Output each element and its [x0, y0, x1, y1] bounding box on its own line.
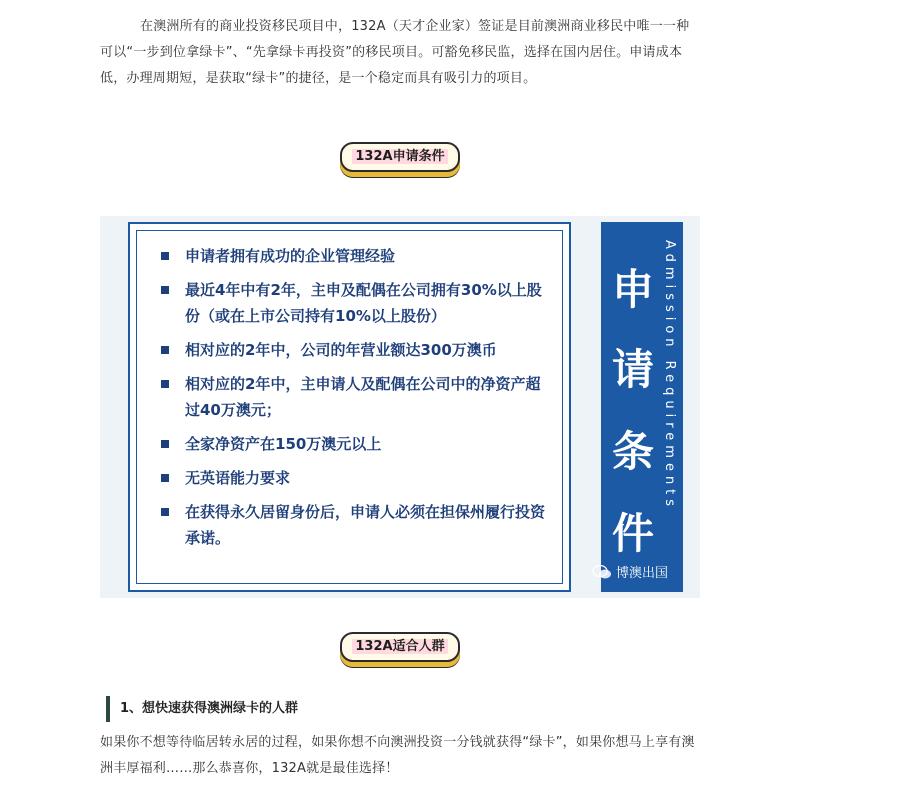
square-bullet-icon	[161, 252, 169, 260]
requirement-item	[147, 431, 547, 457]
requirements-frame	[128, 222, 571, 592]
square-bullet-icon	[161, 474, 169, 482]
requirement-text: 相对应的2年中，主申请人及配偶在公司中的净资产超过40万澳元；	[185, 375, 541, 419]
square-bullet-icon	[161, 380, 169, 388]
body-paragraph: 如果你不想等待临居转永居的过程，如果你想不向澳洲投资一分钱就获得“绿卡”，如果你想马上享有澳洲丰厚福利……那么恭喜你，132A就是最佳选择！	[100, 735, 695, 776]
requirement-item	[147, 277, 547, 329]
section-label-text: 132A申请条件	[352, 149, 447, 164]
section-label-requirements	[340, 142, 460, 172]
side-title-char: 申	[611, 265, 654, 314]
side-english-title: Admission Requirements	[662, 240, 677, 512]
requirements-card	[100, 216, 700, 598]
watermark	[592, 562, 668, 581]
section-label-text: 132A适合人群	[352, 639, 447, 654]
requirement-item	[147, 465, 547, 491]
watermark-text: 博澳出国	[616, 566, 669, 581]
square-bullet-icon	[161, 346, 169, 354]
requirements-inner-frame	[136, 230, 563, 584]
requirement-text: 相对应的2年中，公司的年营业额达300万澳币	[185, 341, 497, 359]
requirement-item	[147, 371, 547, 423]
requirement-text: 在获得永久居留身份后，申请人必须在担保州履行投资承诺。	[185, 503, 546, 547]
square-bullet-icon	[161, 508, 169, 516]
side-title-char: 条	[611, 427, 654, 476]
side-title-bar	[601, 222, 683, 592]
requirement-item	[147, 243, 547, 269]
requirement-text: 申请者拥有成功的企业管理经验	[185, 247, 396, 265]
requirement-text: 无英语能力要求	[185, 469, 291, 487]
requirement-item	[147, 337, 547, 363]
wechat-icon	[592, 565, 612, 579]
requirement-text: 全家净资产在150万澳元以上	[185, 435, 382, 453]
requirement-item	[147, 499, 547, 551]
requirement-text: 最近4年中有2年，主申及配偶在公司拥有30%以上股份（或在上市公司持有10%以上股份）	[185, 281, 542, 325]
requirements-list	[147, 243, 547, 559]
section-label-audience	[340, 632, 460, 662]
intro-paragraph: 在澳洲所有的商业投资移民项目中，132A（天才企业家）签证是目前澳洲商业移民中唯一一种可以“一步到位拿绿卡”、“先拿绿卡再投资”的移民项目。可豁免移民监，选择在国内居住。申请成本低，办理周期短，是获取“绿卡”的捷径，是一个稳定而具有吸引力的项目。	[100, 19, 690, 86]
side-title-char: 件	[611, 509, 654, 558]
square-bullet-icon	[161, 286, 169, 294]
side-title-char: 请	[611, 345, 654, 394]
subheading: 1、想快速获得澳洲绿卡的人群	[106, 696, 298, 722]
square-bullet-icon	[161, 440, 169, 448]
